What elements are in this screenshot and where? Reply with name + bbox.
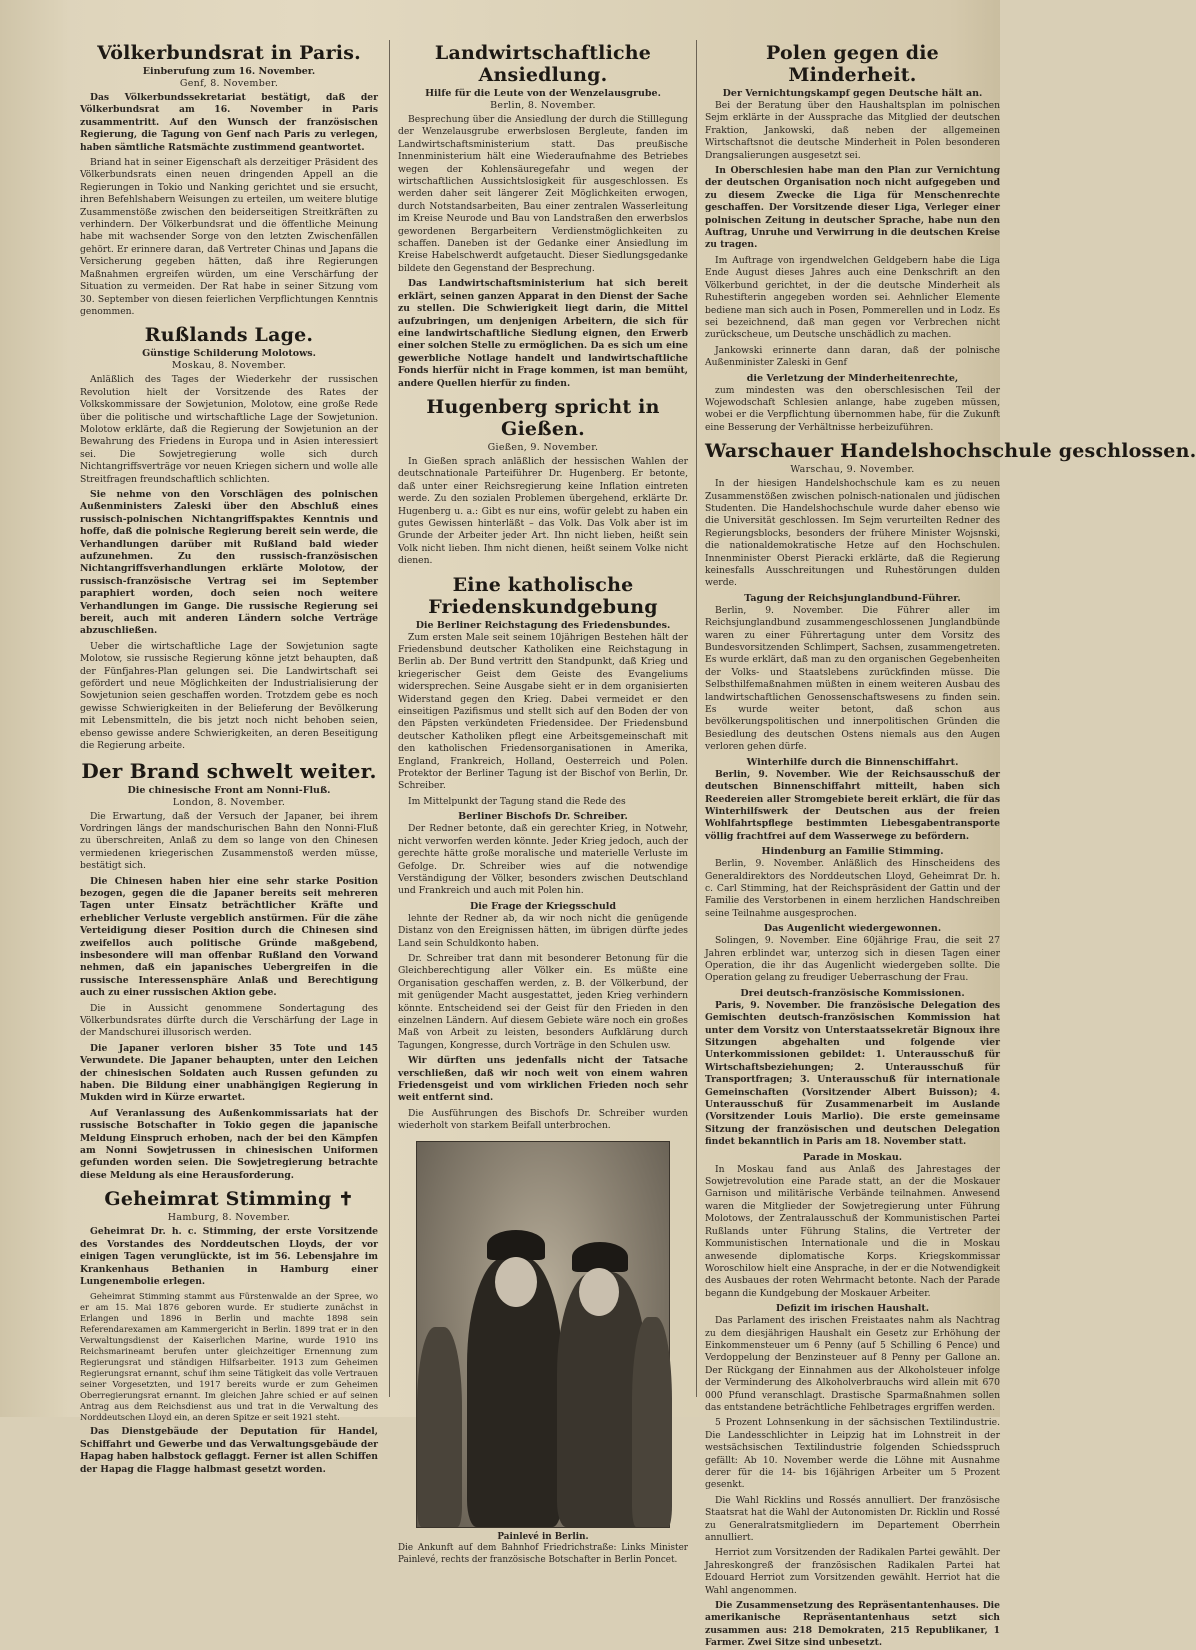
caption-title: Painlevé in Berlin. (497, 1531, 589, 1542)
headline: Der Brand schwelt weiter. (81, 758, 377, 783)
face-left (495, 1257, 537, 1307)
article-winterhilfe (705, 757, 1000, 843)
paragraph: Anläßlich des Tages der Wiederkehr der russischen Revolution hielt der Vorsitzende des Rates der Volkskommissare der Sowjetunion, Molotow, eine große Rede über die politische und wirtschaftliche Lage der Sowjetunion. Molotow erklärte, daß die Regierung der Sowjetunion an der Bewahrung des Friedens in Europa und in Asien interessiert sei. Die Sowjetregierung wolle sich durch Nichtangriffsverträge vor neuen Kriegen sichern und wolle alle Streitfragen freundschaftlich schlichten. (80, 374, 378, 485)
photograph-painleve (416, 1141, 670, 1528)
subheadline: Hilfe für die Leute von der Wenzelausgrube. (425, 88, 661, 99)
paragraph: In Gießen sprach anläßlich der hessischen Wahlen der deutschnationale Parteiführer Dr. Hugenberg. Er betonte, daß unter einer Reichsregierung keine Inflation eintreten werde. Zu den sozialen Problemen übergehend, erklärte Dr. Hugenberg u. a.: Gibt es nur eins, wofür gelebt zu haben ein gutes Gewissen hinterläßt – das Volk. Das Volk aber ist im Grunde der Arbeiter jeder Art. Ihn nicht lieben, heißt sein Volk nicht lieben. Ihm nicht dienen, heißt seinem Volke nicht dienen. (398, 455, 688, 567)
headline: Rußlands Lage. (144, 324, 314, 347)
headline: Warschauer Handelshochschule geschlossen. (705, 440, 1196, 463)
subheadline: Die Frage der Kriegsschuld (469, 900, 617, 912)
paragraph: In der hiesigen Handelshochschule kam es zu neuen Zusammenstößen zwischen polnisch-nationalen und jüdischen Studenten. Die Handelshochschule wurde daher ebenso wie die Universität geschlossen. Im Sejm verurteilten Redner des Regierungsblocks, besonders der frühere Minister Wojsnski, die nationaldemokratische Hetze auf den Hochschulen. Innenminister Oberst Pieracki erklärte, daß die Regierung keinesfalls Ausschreitungen und Ruhestörungen dulden werde. (705, 478, 1000, 589)
cross-icon: ✝ (338, 1189, 354, 1211)
paragraph: Besprechung über die Ansiedlung der durch die Stilllegung der Wenzelausgrube erwerbslosen Bergleute, fanden im Landwirtschaftsministerium statt. Das preußische Innenministerium hält eine Wiederaufnahme des Betriebes wegen der Kohlensäuregefahr und wegen der wirtschaftlichen Aussichtslosigkeit für ausgeschlossen. Es werden daher seit längerer Zeit Möglichkeiten erwogen, durch Notstandsarbeiten, Bau einer zentralen Wasserleitung im Kreise Neurode und Bau von Landstraßen den erwerbslos gewordenen Bergarbeitern Verdienstmöglichkeiten zu schaffen. Daneben ist der Gedanke einer Ansiedlung im Kreise Habelschwerdt aufgetaucht. Dieser Siedlungsgedanke bildete den Gegenstand der Besprechung. (398, 114, 688, 274)
paragraph: Wir dürften uns jedenfalls nicht der Tatsache verschließen, daß wir noch weit von einem wahren Friedensgeist und vom wirklichen Frieden noch sehr weit entfernt sind. (398, 1055, 688, 1104)
paragraph: Im Mittelpunkt der Tagung stand die Rede des (408, 795, 626, 807)
dateline: Warschau, 9. November. (790, 464, 915, 476)
article-russlands-lage (80, 324, 378, 752)
paragraph: Das Parlament des irischen Freistaates nahm als Nachtrag zu dem diesjährigen Haushalt ein Gesetz zur Erhöhung der Einkommensteuer um 6 Penny (auf 5 Schilling 6 Pence) und Verdoppelung der Benzinsteuer auf 8 Penny per Gallone an. Der Rückgang der Einnahmen aus der Alkoholsteuer infolge der Verminderung des Alkoholverbrauchs wird allein mit 670 000 Pfund veranschlagt. Drastische Sparmaßnahmen sollen das entstandene beträchtliche Fehlbetrages ergriffen werden. (705, 1315, 1000, 1413)
paragraph: Zum ersten Male seit seinem 10jährigen Bestehen hält der Friedensbund deutscher Katholiken eine Reichstagung in Berlin ab. Der Bund vertritt den Standpunkt, daß Krieg und kriegerischer Geist dem Geiste des Evangeliums widersprechen. Seine Ausgabe sieht er in dem organisierten Widerstand gegen den Krieg. Dabei vermeidet er den einseitigen Pazifismus und stellt sich auf den Boden der von den Päpsten verkündeten Friedensidee. Der Friedensbund deutscher Katholiken pflegt eine Arbeitsgemeinschaft mit den katholischen Friedensorganisationen in Amerika, England, Frankreich, Holland, Oesterreich und Polen. Protektor der Berliner Tagung ist der Bischof von Berlin, Dr. Schreiber. (398, 631, 688, 792)
paragraph: lehnte der Redner ab, da wir noch nicht die genügende Distanz von den Ereignissen hätten, im übrigen dürfte jedes Land sein Schuldkonto haben. (398, 912, 688, 949)
paragraph: Die Ausführungen des Bischofs Dr. Schreiber wurden wiederholt von starkem Beifall unterbrochen. (398, 1107, 688, 1132)
dateline: London, 8. November. (172, 796, 286, 808)
article-irischer-haushalt (705, 1303, 1000, 1650)
column-1 (80, 36, 378, 1475)
headline (80, 1188, 378, 1210)
headline: Landwirtschaftliche Ansiedlung. (434, 42, 652, 86)
column-2 (398, 36, 688, 1565)
headline: Hugenberg spricht in Gießen. (426, 395, 660, 440)
figure-background-person (632, 1317, 672, 1527)
paragraph: Ueber die wirtschaftliche Lage der Sowjetunion sagte Molotow, sie russische Regierung könne jetzt behaupten, daß der Fünfjahres-Plan gelungen sei. Die Landwirtschaft sei gefördert und neue Möglichkeiten der Industrialisierung der Sowjetunion seien geschaffen worden. Trotzdem gebe es noch gewisse Schwierigkeiten in der Belieferung der Bevölkerung mit Lebensmitteln, die bis jetzt noch nicht behoben seien, ebenso gewisse andere Schwierigkeiten, an deren Beseitigung die Regierung arbeite. (80, 640, 378, 752)
headline-text: Geheimrat Stimming (104, 1188, 332, 1211)
paragraph: Solingen, 9. November. Eine 60jährige Frau, die seit 27 Jahren erblindet war, unterzog sich in diesen Tagen einer Operation, die ihr das Augenlicht wiedergeben sollte. Die Operation gelang zu freudiger Ueberraschung der Frau. (705, 935, 1000, 984)
article-polen-minderheit (705, 42, 1000, 434)
article-friedenskundgebung (398, 574, 688, 1133)
dateline: Berlin, 8. November. (490, 100, 596, 111)
hat-icon (487, 1230, 545, 1260)
column-rule (696, 40, 697, 1397)
article-warschauer-hochschule (705, 440, 1196, 590)
subheadline: Die Berliner Reichstagung des Friedensbundes. (415, 619, 671, 631)
paragraph: Die Chinesen haben hier eine sehr starke Position bezogen, gegen die die Japaner bereits seit mehreren Tagen unter Einsatz beträchtlicher Kräfte und erheblicher Verluste vergeblich anstürmen. Für die zähe Verteidigung dieser Position durch die Chinesen sind zweifellos auch politische Gründe maßgebend, insbesondere will man offenbar Rußland den Vorwand nehmen, daß ein japanisches Uebergreifen in die russische Interessensphäre Anlaß und Berechtigung auch zu einer russischen Aktion gebe. (80, 875, 378, 999)
paragraph: Paris, 9. November. Die französische Delegation des Gemischten deutsch-französischen Kommission hat unter dem Vorsitz von Unterstaatssekretär Bignoux ihre Sitzungen abgehalten und folgende vier Unterkommissionen gebildet: 1. Unterausschuß für Wirtschaftsbeziehungen; 2. Unterausschuß für Transportfragen; 3. Unterausschuß für internationale Gemeinschaften (Vorsitzender Albert Buisson); 4. Unterausschuß für Zusammenarbeit im Auslande (Vorsitzender Louis Marlio). Die erste gemeinsame Sitzung der französischen und deutschen Delegation findet bekanntlich in Paris am 18. November statt. (705, 999, 1000, 1148)
paragraph: zum mindesten was den oberschlesischen Teil der Wojewodschaft Schlesien anlange, habe zugeben müssen, wobei er die Verpflichtung übernommen habe, für die Zukunft eine Besserung der Verhältnisse herbeizuführen. (705, 384, 1000, 433)
paragraph: Jankowski erinnerte dann daran, daß der polnische Außenminister Zaleski in Genf (705, 344, 1000, 369)
paragraph: Geheimrat Dr. h. c. Stimming, der erste Vorsitzende des Vorstandes des Norddeutschen Lloyds, der vor einigen Tagen verunglückte, ist im 56. Lebensjahre im Krankenhaus Bethanien in Hamburg einer Lungenembolie erlegen. (80, 1226, 378, 1287)
paragraph: Das Dienstgebäude der Deputation für Handel, Schiffahrt und Gewerbe und das Verwaltungsgebäude der Hapag haben halbstock geflaggt. Ferner ist allen Schiffen der Hapag die Flagge halbmast gesetzt worden. (80, 1426, 378, 1475)
paragraph: Die Wahl Ricklins und Rossés annulliert. Der französische Staatsrat hat die Wahl der Autonomisten Dr. Ricklin und Rossé zu Generalratsmitgliedern im Departement Oberrhein annulliert. (705, 1494, 1000, 1544)
dateline: Genf, 8. November. (179, 78, 279, 89)
article-geheimrat-stimming (80, 1188, 378, 1476)
paragraph: Das Landwirtschaftsministerium hat sich bereit erklärt, seinen ganzen Apparat in den Dienst der Sache zu stellen. Die Schwierigkeit liegt darin, die Mittel aufzubringen, um denjenigen Arbeitern, die sich für eine landwirtschaftliche Siedlung eignen, den Erwerb einer solchen Stelle zu ermöglichen. Da es sich um eine gewerbliche Notlage handelt und landwirtschaftliche Fonds hierfür nicht in Frage kommen, ist man bemüht, andere Quellen hierfür zu finden. (398, 278, 688, 389)
photo-caption (398, 1532, 688, 1567)
paragraph: Auf Veranlassung des Außenkommissariats hat der russische Botschafter in Tokio gegen die japanische Meldung Einspruch erhoben, nach der bei den Kämpfen am Nonni Sowjetrussen in chinesischen Uniformen gefunden worden seien. Die Sowjetregierung betrachte diese Meldung als eine Herausforderung. (80, 1107, 378, 1181)
paragraph: Die Erwartung, daß der Versuch der Japaner, bei ihrem Vordringen längs der mandschurischen Bahn den Nonni-Fluß zu überschreiten, Anlaß zu dem so lange von den Chinesen vermiedenen kriegerischen Zusammenstoß werden müsse, bestätigt sich. (80, 810, 378, 872)
paragraph: Briand hat in seiner Eigenschaft als derzeitiger Präsident des Völkerbundsrats einen neuen dringenden Appell an die Regierungen in Tokio und Nanking gerichtet und sie ersucht, ihren Befehlshabern Weisungen zu erteilen, um weitere blutige Zusammenstöße zwischen den beiderseitigen Streitkräften zu verhindern. Der Völkerbundsrat und die öffentliche Meinung habe mit wachsender Sorge von den letzten Zwischenfällen gehört. Er erinnere daran, daß Vertreter Chinas und Japans die Versicherung gegeben hätten, daß ihre Regierungen Maßnahmen ergreifen würden, um eine Verschärfung der Situation zu vermeiden. Der Rat habe in seiner Sitzung vom 30. September von diesen feierlichen Verpflichtungen Kenntnis genommen. (80, 157, 378, 317)
subheadline: Das Augenlicht wiedergewonnen. (763, 923, 942, 935)
subheadline: Parade in Moskau. (802, 1151, 903, 1163)
article-parade-moskau (705, 1152, 1000, 1300)
paragraph: Die in Aussicht genommene Sondertagung des Völkerbundsrates dürfte durch die Verschärfung der Lage in der Mandschurei illusorisch werden. (80, 1002, 378, 1039)
column-rule (389, 40, 390, 1397)
paragraph: Bei der Beratung über den Haushaltsplan im polnischen Sejm erklärte in der Aussprache das Mitglied der deutschen Fraktion, Jankowski, daß neben der allgemeinen Wirtschaftsnot die deutsche Minderheit in Polen besonderen Drangsalierungen ausgesetzt sei. (705, 100, 1000, 161)
paragraph: Die Zusammensetzung des Repräsentantenhauses. Die amerikanische Repräsentantenhaus setzt sich zusammen aus: 218 Demokraten, 215 Republikaner, 1 Farmer. Zwei Sitze sind unbesetzt. (705, 1600, 1000, 1649)
subheadline: Drei deutsch-französische Kommissionen. (740, 987, 965, 999)
subheadline: Tagung der Reichsjunglandbund-Führer. (744, 592, 961, 604)
article-augenlicht (705, 923, 1000, 985)
paragraph: Der Redner betonte, daß ein gerechter Krieg, in Notwehr, nicht verworfen werden könnte. Jeder Krieg jedoch, auch der gerechte hätte große moralische und materielle Verluste im Gefolge. Dr. Schreiber wies auf die notwendige Verständigung der Völker, besonders zwischen Deutschland und Frankreich und auch mit Polen hin. (398, 823, 688, 897)
subheadline: Defizit im irischen Haushalt. (775, 1303, 930, 1315)
article-voelkerbundsrat (80, 42, 378, 318)
paragraph: Dr. Schreiber trat dann mit besonderer Betonung für die Gleichberechtigung aller Völker ein. Es müßte eine Organisation geschaffen werden, z. B. der Völkerbund, der mit genügender Macht ausgestattet, jeden Krieg verhindern könnte. Entscheidend sei der Geist für den Frieden in den einzelnen Ländern. Auf diesem Gebiete wäre noch ein großes Maß von Arbeit zu leisten, besonders Aufklärung durch Tagungen, Kongresse, durch Vorträge in den Schulen usw. (398, 952, 688, 1051)
column-3 (705, 36, 1196, 1649)
paragraph: 5 Prozent Lohnsenkung in der sächsischen Textilindustrie. Die Landesschlichter in Leipzig hat im Lohnstreit in der westsächsischen Textilindustrie folgenden Schiedsspruch gefällt: Ab 10. November werde die Löhne mit Ausnahme derer für die 14- bis 16jährigen Arbeiter um 5 Prozent gesenkt. (705, 1417, 1000, 1491)
paragraph: Das Völkerbundssekretariat bestätigt, daß der Völkerbundsrat am 16. November in Paris zusammentritt. Auf den Wunsch der französischen Regierung, die Tagung von Genf nach Paris zu verlegen, haben sämtliche Ratsmächte zustimmend geantwortet. (80, 92, 378, 153)
subheadline: Berliner Bischofs Dr. Schreiber. (458, 811, 628, 823)
paragraph: Herriot zum Vorsitzenden der Radikalen Partei gewählt. Der Jahreskongreß der französischen Radikalen Partei hat Edouard Herriot zum Vorsitzenden gewählt. Herriot hat die Wahl angenommen. (705, 1547, 1000, 1596)
paragraph: Sie nehme von den Vorschlägen des polnischen Außenministers Zaleski über den Abschluß eines russisch-polnischen Nichtangriffspaktes Kenntnis und hoffe, daß die polnische Regierung bereit sein werde, die Verhandlungen darüber mit Rußland bald wieder aufzunehmen. Zu den russisch-französischen Nichtangriffsverhandlungen erklärte Molotow, der russisch-französische Vertrag sei im September paraphiert worden, doch seien noch weitere Verhandlungen im Gange. Die russische Regierung sei bereit, auch mit anderen Ländern solche Verträge abzuschließen. (80, 488, 378, 637)
figure-background-person (417, 1327, 462, 1527)
article-junglandbund (705, 593, 1000, 754)
dateline: Gießen, 9. November. (487, 441, 599, 453)
headline: Völkerbundsrat in Paris. (97, 42, 361, 64)
article-landwirtschaftliche-ansiedlung (398, 42, 688, 390)
subheadline: Winterhilfe durch die Binnenschiffahrt. (746, 756, 959, 768)
dateline: Hamburg, 8. November. (167, 1212, 291, 1224)
page-fold-shadow (0, 0, 70, 1417)
subheadline: Hindenburg an Familie Stimming. (761, 846, 944, 858)
subheadline: Die chinesische Front am Nonni-Fluß. (127, 784, 331, 796)
headline: Polen gegen die Minderheit. (766, 42, 939, 86)
paragraph: Im Auftrage von irgendwelchen Geldgebern habe die Liga Ende August dieses Jahres auch eine Denkschrift an den Völkerbund gerichtet, in der die deutsche Minderheit als Ruhestifterin angegeben worden sei. Aehnlicher Elemente bediene man sich auch in Posen, Pommerellen und in Lodz. Es sei bezeichnend, daß man gegen vor Verbrechen nicht zurückscheue, um Deutsche unschädlich zu machen. (705, 254, 1000, 341)
paragraph: Berlin, 9. November. Wie der Reichsausschuß der deutschen Binnenschiffahrt mitteilt, haben sich Reedereien aller Stromgebiete bereit erklärt, die für das Winterhilfswerk der Deutschen aus der freien Wohlfahrtspflege bestimmten Liebesgabentransporte völlig frachtfrei auf dem Wasserwege zu befördern. (705, 768, 1000, 842)
face-right (579, 1268, 619, 1316)
article-kommissionen (705, 988, 1000, 1149)
paragraph: Berlin, 9. November. Die Führer aller im Reichsjunglandbund zusammengeschlossenen Junglandbünde waren zu einer Führertagung unter dem Vorsitz des Bundesvorsitzenden Schlimpert, Sachsen, zusammengetreten. Es wurde erklärt, daß man zu den organischen Gegebenheiten der Volks- und Staatslebens zurückfinden müsse. Die Selbsthilfemaßnahmen müßten in einem weiteren Ausbau des landwirtschaftlichen Genossenschaftswesens zu finden sein. Es wurde weiter betont, daß schon aus bevölkerungspolitischen und innerpolitischen Gründen die Besiedlung des deutschen Ostens niemals aus den Augen verloren gehen dürfe. (705, 604, 1000, 753)
article-brand-schwelt (80, 759, 378, 1183)
paragraph: In Moskau fand aus Anlaß des Jahrestages der Sowjetrevolution eine Parade statt, an der die Moskauer Garnison und militärische Verbände teilnahmen. Anwesend waren die Mitglieder der Sowjetregierung unter Führung Molotows, der Zentralausschuß der Kommunistischen Partei Rußlands unter Führung Stalins, die Vertreter der Kommunistischen Internationale und die in Moskau anwesende diplomatische Korps. Kriegskommissar Woroschilow hielt eine Ansprache, in der er die Notwendigkeit des Ausbaues der roten Wehrmacht betonte. Nach der Parade begann die Kundgebung der Moskauer Arbeiter. (705, 1163, 1000, 1299)
paragraph: Berlin, 9. November. Anläßlich des Hinscheidens des Generaldirektors des Norddeutschen Lloyd, Geheimrat Dr. h. c. Carl Stimming, hat der Reichspräsident der Gattin und der Familie des Verstorbenen in einem herzlichen Handschreiben seine Teilnahme ausgesprochen. (705, 858, 1000, 919)
article-hindenburg (705, 846, 1000, 920)
dateline: Moskau, 8. November. (171, 360, 287, 372)
paragraph: In Oberschlesien habe man den Plan zur Vernichtung der deutschen Organisation noch nicht aufgegeben und zu diesem Zwecke die Liga für Menschenrechte geschaffen. Der Vorsitzende dieser Liga, Verleger einer polnischen Zeitung in deutscher Sprache, habe nun den Auftrag, Unruhe und Verwirrung in die deutschen Kreise zu tragen. (705, 165, 1000, 251)
paragraph: Geheimrat Stimming stammt aus Fürstenwalde an der Spree, wo er am 15. Mai 1876 geboren wurde. Er studierte zunächst in Erlangen und 1896 in Berlin und machte 1898 sein Referendarexamen am Kammergericht in Berlin. 1899 trat er in den Verwaltungsdienst der Kaiserlichen Marine, wurde 1910 ins Reichsmarineamt berufen unter gleichzeitiger Ernennung zum Regierungsrat und ständigen Hilfsarbeiter. 1913 zum Geheimen Regierungsrat ernannt, schuf ihm seine Tätigkeit das volle Vertrauen seiner Vorgesetzten, und 1917 bereits wurde er zum Geheimen Oberregierungsrat ernannt. Im gleichen Jahre schied er auf seinen Antrag aus dem Reichsdienst aus und trat in die Verwaltung des Norddeutschen Lloyd ein, an deren Spitze er seit 1921 steht. (80, 1291, 378, 1423)
caption-text: Die Ankunft auf dem Bahnhof Friedrichstraße: Links Minister Painlevé, rechts der französische Botschafter in Berlin Poncet. (398, 1543, 688, 1565)
subheadline: Der Vernichtungskampf gegen Deutsche hält an. (722, 88, 983, 99)
article-hugenberg (398, 396, 688, 568)
subheadline: die Verletzung der Minderheitenrechte, (746, 372, 959, 384)
subheadline: Einberufung zum 16. November. (142, 66, 316, 77)
paragraph: Die Japaner verloren bisher 35 Tote und 145 Verwundete. Die Japaner behaupten, unter den Leichen der chinesischen Soldaten auch Russen gefunden zu haben. Die Bildung einer unabhängigen Regierung in Mukden wird in Kürze erwartet. (80, 1042, 378, 1104)
subheadline: Günstige Schilderung Molotows. (142, 348, 316, 360)
headline: Eine katholische Friedenskundgebung (428, 573, 658, 618)
